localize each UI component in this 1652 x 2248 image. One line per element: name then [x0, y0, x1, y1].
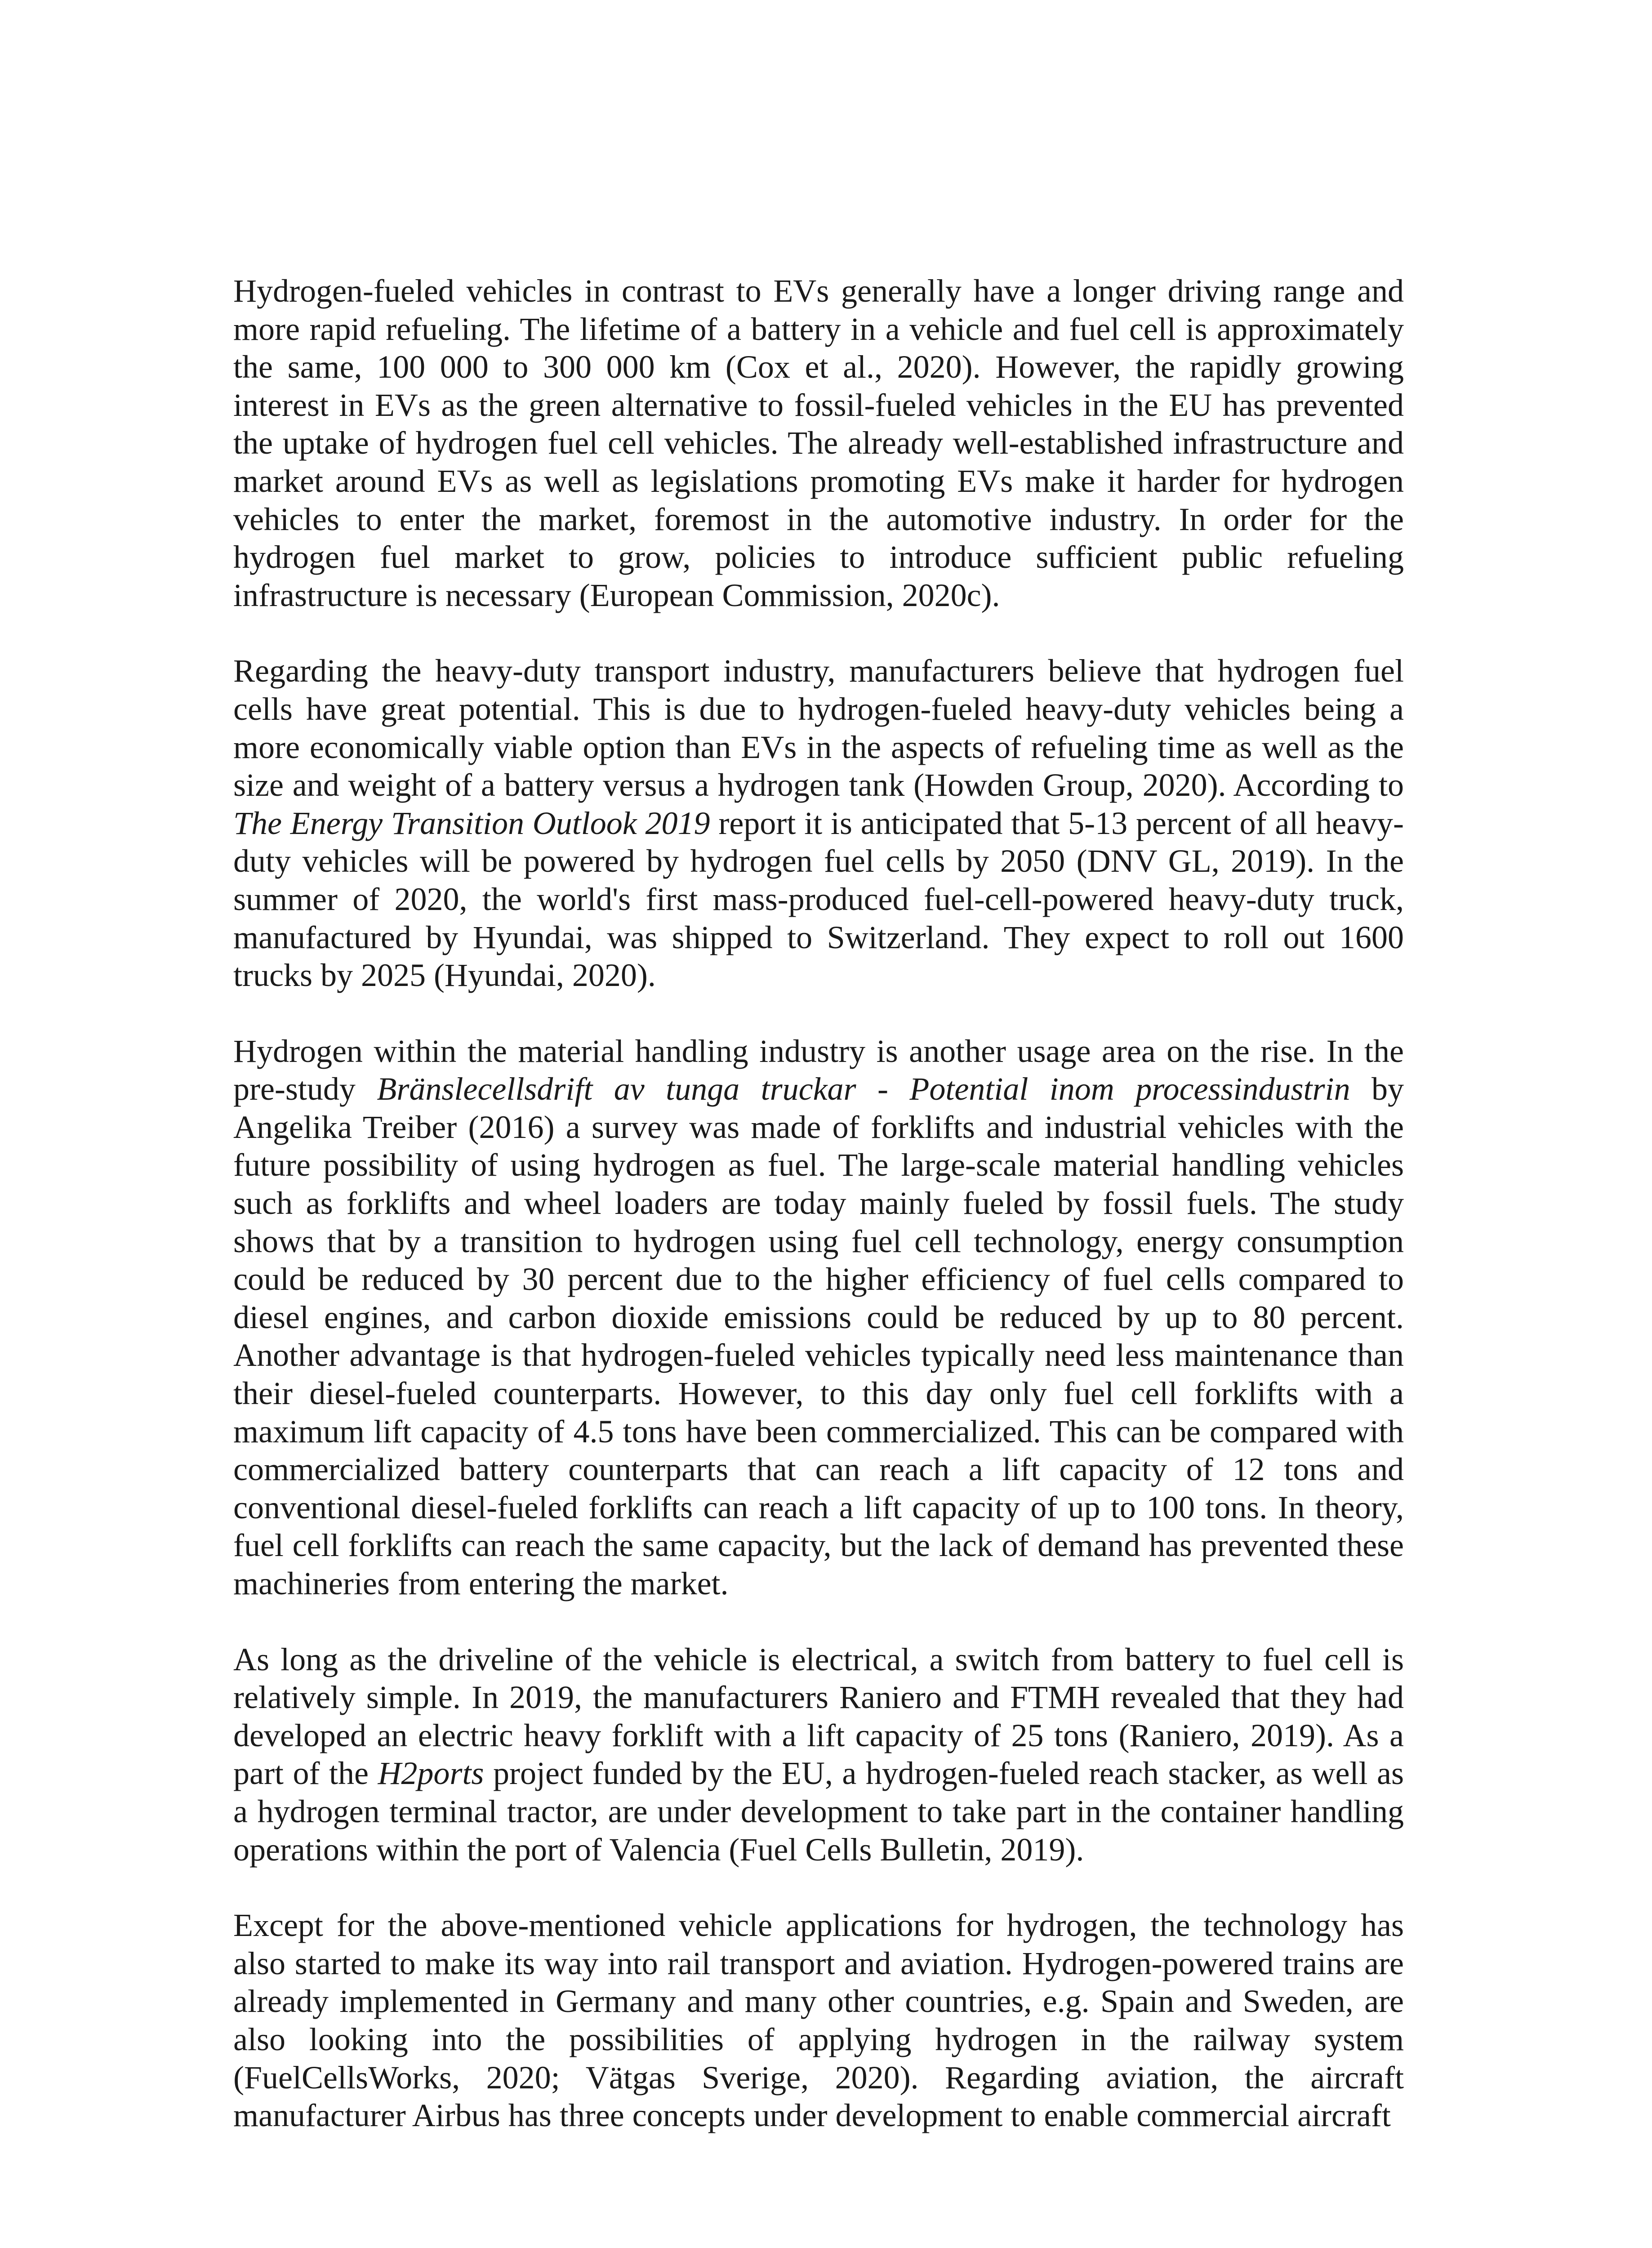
paragraph-rail-aviation — [233, 1906, 1404, 2135]
text-segment: Except for the above-mentioned vehicle applications for hydrogen, the technology has also started to make its way into rail transport and aviation. Hydrogen-powered trains are already implemented in Germany and many other countries, e.g. Spain and Sweden, are also looking into the possibilities of applying hydrogen in the railway system (FuelCellsWorks, 2020; Vätgas Sverige, 2020). Regarding aviation, the aircraft manufacturer Airbus has three concepts under development to enable commercial aircraft — [233, 1907, 1404, 2134]
paragraph-driveline — [233, 1641, 1404, 1869]
text-segment: project funded by the EU, a hydrogen-fueled reach stacker, as well as a hydrogen terminal tractor, are under development to take part in the container handling operations within the port of Valencia (Fuel Cells Bulletin, 2019). — [233, 1755, 1404, 1868]
text-segment: Hydrogen within the material handling industry is another usage area on the rise. In the pre-study — [233, 1033, 1404, 1107]
text-segment: by Angelika Treiber (2016) a survey was made of forklifts and industrial vehicles with the future possibility of using hydrogen as fuel. The large-scale material handling vehicles such as forklifts and wheel loaders are today mainly fueled by fossil fuels. The study shows that by a transition to hydrogen using fuel cell technology, energy consumption could be reduced by 30 percent due to the higher efficiency of fuel cells compared to diesel engines, and carbon dioxide emissions could be reduced by up to 80 percent. Another advantage is that hydrogen-fueled vehicles typically need less maintenance than their diesel-fueled counterparts. However, to this day only fuel cell forklifts with a maximum lift capacity of 4.5 tons have been commercialized. This can be compared with commercialized battery counterparts that can reach a lift capacity of 12 tons and conventional diesel-fueled forklifts can reach a lift capacity of up to 100 tons. In theory, fuel cell forklifts can reach the same capacity, but the lack of demand has prevented these machineries from entering the market. — [233, 1071, 1404, 1601]
body-text — [233, 272, 1404, 2135]
paragraph-material-handling — [233, 1032, 1404, 1603]
text-segment: As long as the driveline of the vehicle is electrical, a switch from battery to fuel cell is relatively simple. In 2019, the manufacturers Raniero and FTMH revealed that they had developed an electric heavy forklift with a lift capacity of 25 tons (Raniero, 2019). As a part of the — [233, 1641, 1404, 1792]
text-segment: report it is anticipated that 5-13 percent of all heavy-duty vehicles will be powered by hydrogen fuel cells by 2050 (DNV GL, 2019). In the summer of 2020, the world's first mass-produced fuel-cell-powered heavy-duty truck, manufactured by Hyundai, was shipped to Switzerland. They expect to roll out 1600 trucks by 2025 (Hyundai, 2020). — [233, 805, 1404, 994]
text-segment: Hydrogen-fueled vehicles in contrast to EVs generally have a longer driving range and more rapid refueling. The lifetime of a battery in a vehicle and fuel cell is approximately the same, 100 000 to 300 000 km (Cox et al., 2020). However, the rapidly growing interest in EVs as the green alternative to fossil-fueled vehicles in the EU has prevented the uptake of hydrogen fuel cell vehicles. The already well-established infrastructure and market around EVs as well as legislations promoting EVs make it harder for hydrogen vehicles to enter the market, foremost in the automotive industry. In order for the hydrogen fuel market to grow, policies to introduce sufficient public refueling infrastructure is necessary (European Commission, 2020c). — [233, 273, 1404, 613]
paragraph-heavy-duty-transport — [233, 652, 1404, 994]
report-title: The Energy Transition Outlook 2019 — [233, 805, 710, 841]
study-title: Bränslecellsdrift av tunga truckar - Potential inom processindustrin — [377, 1071, 1350, 1107]
project-name: H2ports — [378, 1755, 484, 1792]
text-segment: Regarding the heavy-duty transport industry, manufacturers believe that hydrogen fuel cells have great potential. This is due to hydrogen-fueled heavy-duty vehicles being a more economically viable option than EVs in the aspects of refueling time as well as the size and weight of a battery versus a hydrogen tank (Howden Group, 2020). According to — [233, 653, 1404, 803]
paragraph-ev-comparison — [233, 272, 1404, 614]
